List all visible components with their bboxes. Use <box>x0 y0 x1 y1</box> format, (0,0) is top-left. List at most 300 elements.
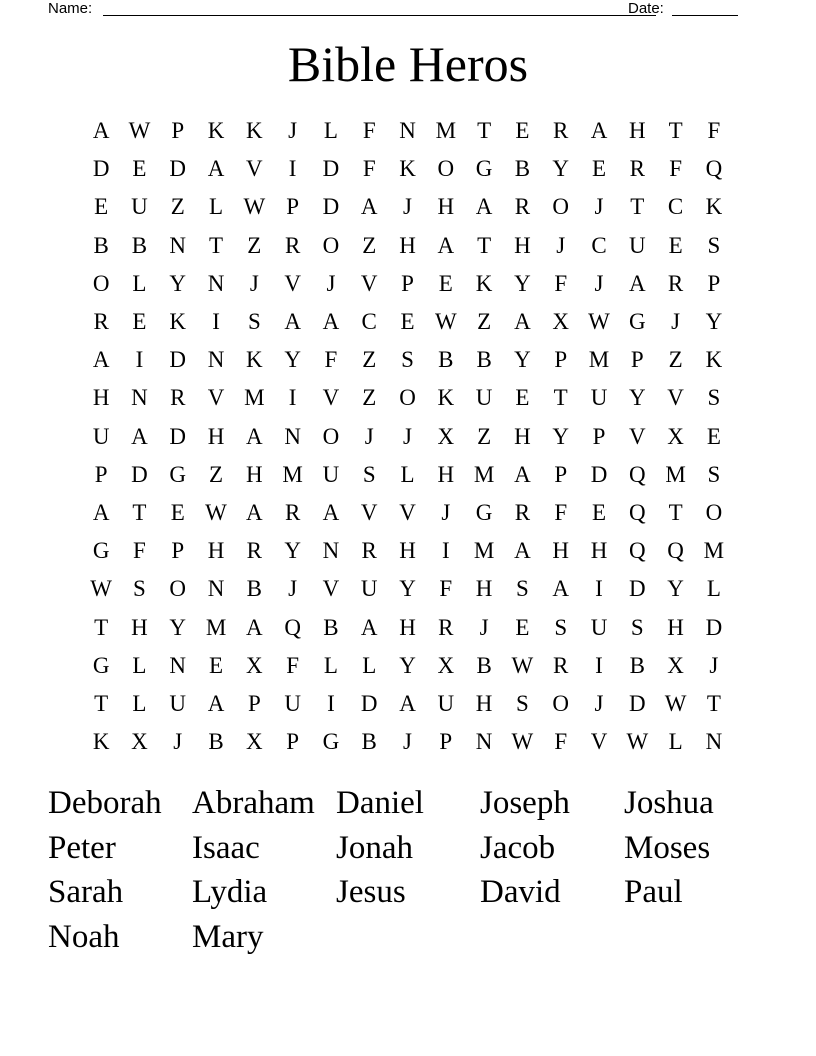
grid-letter: U <box>92 423 110 449</box>
grid-letter: A <box>284 309 301 335</box>
word-bank <box>48 781 768 959</box>
grid-letter: M <box>588 347 610 373</box>
grid-letter: X <box>437 652 455 678</box>
grid-letter: Z <box>668 347 683 373</box>
grid-letter: Q <box>667 538 684 564</box>
grid-letter: H <box>514 423 531 449</box>
grid-letter: E <box>438 270 453 296</box>
grid-letter: P <box>630 347 644 373</box>
word-bank-item: Sarah <box>48 874 124 910</box>
grid-letter: M <box>473 461 495 487</box>
grid-letter: L <box>323 118 338 144</box>
grid-letter: D <box>705 614 723 640</box>
grid-letter: A <box>360 614 378 640</box>
word-bank-item: Jacob <box>480 829 556 866</box>
grid-letter: X <box>667 423 684 449</box>
grid-letter: N <box>475 729 493 755</box>
puzzle-title: Bible Heros <box>287 36 529 92</box>
grid-letter: A <box>322 309 340 335</box>
grid-letter: T <box>668 499 683 525</box>
grid-letter: R <box>553 118 569 144</box>
grid-letter: L <box>706 576 721 602</box>
grid-letter: U <box>628 232 646 258</box>
grid-letter: Z <box>477 309 492 335</box>
grid-letter: D <box>360 690 378 716</box>
grid-letter: G <box>322 729 340 755</box>
grid-letter: J <box>671 309 681 335</box>
grid-letter: A <box>92 499 110 525</box>
grid-letter: T <box>553 385 568 411</box>
grid-letter: A <box>514 538 531 564</box>
grid-letter: K <box>169 309 187 335</box>
grid-letter: F <box>362 118 376 144</box>
grid-letter: A <box>246 423 263 449</box>
grid-letter: B <box>514 156 531 182</box>
grid-letter: H <box>667 614 684 640</box>
grid-letter: X <box>437 423 455 449</box>
grid-letter: H <box>92 385 110 411</box>
grid-letter: W <box>243 194 266 220</box>
grid-letter: Y <box>399 576 416 602</box>
grid-letter: J <box>594 194 604 220</box>
grid-letter: J <box>594 270 604 296</box>
grid-letter: J <box>288 118 298 144</box>
grid-letter: X <box>246 729 263 755</box>
grid-letter: A <box>246 499 263 525</box>
grid-letter: L <box>132 690 147 716</box>
grid-letter: J <box>249 270 259 296</box>
grid-letter: B <box>476 652 492 678</box>
grid-letter: P <box>554 347 568 373</box>
grid-letter: Y <box>514 270 531 296</box>
grid-letter: D <box>322 194 340 220</box>
grid-letter: E <box>515 118 530 144</box>
grid-letter: Q <box>628 538 646 564</box>
grid-letter: A <box>131 423 148 449</box>
grid-letter: I <box>441 538 450 564</box>
grid-letter: H <box>207 423 225 449</box>
grid-letter: K <box>399 156 416 182</box>
grid-letter: G <box>92 652 110 678</box>
grid-letter: A <box>322 499 340 525</box>
grid-letter: R <box>246 538 262 564</box>
grid-letter: I <box>212 309 220 335</box>
grid-letter: M <box>435 118 457 144</box>
grid-letter: A <box>207 690 225 716</box>
grid-letter: P <box>171 538 185 564</box>
grid-letter: R <box>361 538 377 564</box>
grid-letter: A <box>246 614 263 640</box>
grid-letter: F <box>554 270 568 296</box>
grid-letter: Y <box>169 270 187 296</box>
grid-letter: Z <box>362 347 377 373</box>
grid-letter: E <box>94 194 109 220</box>
grid-letter: H <box>399 232 416 258</box>
grid-letter: S <box>516 690 529 716</box>
grid-letter: O <box>437 156 455 182</box>
grid-letter: F <box>554 729 568 755</box>
grid-letter: O <box>552 690 570 716</box>
grid-letter: V <box>360 499 378 525</box>
grid-letter: Y <box>284 347 301 373</box>
grid-letter: Y <box>552 156 570 182</box>
grid-letter: X <box>246 652 263 678</box>
grid-letter: T <box>477 118 492 144</box>
grid-letter: U <box>169 690 187 716</box>
word-bank-item: Abraham <box>192 785 315 821</box>
grid-letter: Y <box>667 576 684 602</box>
grid-letter: K <box>475 270 493 296</box>
grid-letter: J <box>326 270 336 296</box>
grid-letter: R <box>667 270 684 296</box>
grid-letter: A <box>628 270 646 296</box>
grid-letter: A <box>360 194 378 220</box>
grid-letter: O <box>705 499 723 525</box>
grid-letter: H <box>628 118 646 144</box>
word-bank-item: Joseph <box>480 785 570 821</box>
grid-letter: U <box>322 461 340 487</box>
grid-letter: Z <box>170 194 185 220</box>
grid-letter: V <box>207 385 225 411</box>
grid-letter: L <box>323 652 338 678</box>
grid-letter: N <box>399 118 416 144</box>
grid-letter: H <box>475 576 493 602</box>
grid-letter: R <box>514 194 531 220</box>
name-date-header <box>48 0 748 20</box>
grid-letter: E <box>132 309 147 335</box>
grid-letter: P <box>707 270 721 296</box>
name-label: Name: <box>48 0 93 17</box>
grid-letter: S <box>401 347 414 373</box>
grid-letter: H <box>437 461 455 487</box>
grid-letter: L <box>400 461 415 487</box>
grid-letter: J <box>441 499 451 525</box>
grid-letter: A <box>514 461 531 487</box>
grid-letter: J <box>479 614 489 640</box>
grid-letter: K <box>437 385 455 411</box>
grid-letter: E <box>400 309 415 335</box>
grid-letter: Y <box>628 385 646 411</box>
word-bank-item: Daniel <box>336 785 424 821</box>
grid-letter: K <box>92 729 110 755</box>
grid-letter: L <box>362 652 377 678</box>
grid-letter: I <box>595 652 603 678</box>
grid-letter: O <box>322 232 340 258</box>
grid-letter: A <box>552 576 570 602</box>
grid-letter: A <box>514 309 531 335</box>
grid-letter: P <box>439 729 453 755</box>
grid-letter: B <box>629 652 645 678</box>
grid-letter: N <box>207 347 225 373</box>
grid-letter: F <box>439 576 453 602</box>
grid-letter: S <box>707 232 721 258</box>
grid-letter: T <box>94 614 109 640</box>
grid-letter: E <box>209 652 224 678</box>
grid-letter: T <box>630 194 645 220</box>
grid-letter: V <box>322 576 340 602</box>
grid-letter: H <box>131 614 148 640</box>
grid-letter: Q <box>628 499 646 525</box>
grid-letter: T <box>132 499 147 525</box>
word-bank-item: Deborah <box>48 785 162 821</box>
grid-letter: P <box>171 118 185 144</box>
grid-letter: T <box>209 232 224 258</box>
grid-letter: R <box>629 156 645 182</box>
grid-letter: Y <box>284 538 301 564</box>
grid-letter: A <box>437 232 455 258</box>
grid-letter: Q <box>705 156 723 182</box>
grid-letter: I <box>288 385 297 411</box>
grid-letter: I <box>288 156 297 182</box>
grid-letter: K <box>705 347 723 373</box>
grid-letter: K <box>246 118 263 144</box>
grid-letter: E <box>706 423 721 449</box>
word-bank-item: Jonah <box>336 829 413 866</box>
grid-letter: U <box>590 614 608 640</box>
grid-letter: R <box>438 614 454 640</box>
grid-letter: B <box>208 729 224 755</box>
grid-letter: C <box>667 194 684 220</box>
grid-letter: D <box>628 576 646 602</box>
grid-letter: F <box>133 538 146 564</box>
grid-letter: E <box>591 499 607 525</box>
grid-letter: U <box>590 385 608 411</box>
date-blank-line[interactable] <box>672 15 738 16</box>
grid-letter: W <box>434 309 457 335</box>
grid-letter: J <box>594 690 604 716</box>
grid-letter: M <box>473 538 495 564</box>
grid-letter: F <box>362 156 376 182</box>
grid-letter: X <box>552 309 570 335</box>
grid-letter: U <box>437 690 455 716</box>
grid-letter: J <box>364 423 374 449</box>
grid-letter: Z <box>362 232 377 258</box>
grid-letter: E <box>515 614 530 640</box>
grid-letter: A <box>92 347 110 373</box>
grid-letter: X <box>131 729 148 755</box>
grid-letter: R <box>93 309 109 335</box>
grid-letter: S <box>630 614 644 640</box>
grid-letter: N <box>169 652 187 678</box>
word-bank-item: Peter <box>48 829 116 866</box>
grid-letter: P <box>94 461 108 487</box>
grid-letter: K <box>207 118 225 144</box>
grid-letter: B <box>476 347 492 373</box>
grid-letter: H <box>207 538 225 564</box>
grid-letter: M <box>665 461 686 487</box>
grid-letter: J <box>403 194 412 220</box>
grid-letter: A <box>92 118 110 144</box>
grid-letter: G <box>628 309 646 335</box>
word-bank-item: Isaac <box>192 829 260 866</box>
grid-letter: Y <box>705 309 723 335</box>
grid-letter: W <box>664 690 687 716</box>
grid-letter: K <box>246 347 263 373</box>
grid-letter: A <box>207 156 225 182</box>
word-bank-item: Jesus <box>336 874 406 910</box>
grid-letter: H <box>552 538 570 564</box>
grid-letter: B <box>93 232 109 258</box>
grid-letter: J <box>556 232 566 258</box>
grid-letter: P <box>286 194 300 220</box>
grid-letter: A <box>399 690 416 716</box>
grid-letter: U <box>131 194 148 220</box>
grid-letter: R <box>553 652 569 678</box>
grid-letter: H <box>514 232 531 258</box>
grid-letter: T <box>477 232 492 258</box>
date-label: Date: <box>628 0 664 17</box>
grid-letter: S <box>362 461 376 487</box>
grid-letter: F <box>286 652 300 678</box>
grid-letter: Z <box>209 461 224 487</box>
grid-letter: S <box>133 576 146 602</box>
grid-letter: O <box>552 194 570 220</box>
grid-letter: G <box>475 499 493 525</box>
grid-letter: S <box>707 385 721 411</box>
grid-letter: R <box>514 499 531 525</box>
word-bank-item: Mary <box>192 918 264 955</box>
grid-letter: E <box>170 499 185 525</box>
grid-letter: B <box>361 729 377 755</box>
grid-letter: F <box>554 499 568 525</box>
grid-letter: A <box>590 118 608 144</box>
grid-letter: P <box>247 690 261 716</box>
grid-letter: I <box>327 690 335 716</box>
word-bank-item: Paul <box>624 874 683 910</box>
grid-letter: E <box>515 385 530 411</box>
grid-letter: L <box>132 270 147 296</box>
grid-letter: R <box>284 232 301 258</box>
grid-letter: Z <box>362 385 377 411</box>
grid-letter: V <box>360 270 378 296</box>
grid-letter: H <box>399 538 416 564</box>
word-bank-item: Noah <box>48 918 120 955</box>
grid-letter: H <box>437 194 455 220</box>
grid-letter: N <box>705 729 723 755</box>
grid-letter: S <box>247 309 261 335</box>
grid-letter: B <box>438 347 454 373</box>
grid-letter: I <box>595 576 603 602</box>
grid-letter: Q <box>284 614 301 640</box>
grid-letter: Z <box>247 232 262 258</box>
grid-letter: B <box>323 614 339 640</box>
grid-letter: O <box>169 576 187 602</box>
grid-letter: T <box>706 690 721 716</box>
grid-letter: V <box>246 156 263 182</box>
grid-letter: Y <box>169 614 187 640</box>
grid-letter: N <box>131 385 148 411</box>
grid-letter: F <box>707 118 721 144</box>
grid-letter: W <box>511 729 534 755</box>
grid-letter: X <box>667 652 684 678</box>
word-bank-item: David <box>480 874 561 910</box>
grid-letter: T <box>94 690 109 716</box>
grid-letter: E <box>668 232 683 258</box>
grid-letter: M <box>703 538 725 564</box>
grid-letter: R <box>170 385 186 411</box>
grid-letter: O <box>92 270 110 296</box>
grid-letter: J <box>173 729 183 755</box>
grid-letter: M <box>205 614 227 640</box>
grid-letter: D <box>169 156 187 182</box>
grid-letter: L <box>132 652 147 678</box>
grid-letter: W <box>511 652 534 678</box>
grid-letter: V <box>590 729 608 755</box>
grid-letter: E <box>591 156 607 182</box>
name-blank-line[interactable] <box>103 15 656 16</box>
grid-letter: T <box>668 118 683 144</box>
grid-letter: L <box>668 729 683 755</box>
grid-letter: M <box>244 385 265 411</box>
grid-letter: W <box>588 309 610 335</box>
grid-letter: W <box>626 729 649 755</box>
grid-letter: I <box>135 347 144 373</box>
grid-letter: Y <box>514 347 531 373</box>
grid-letter: P <box>401 270 414 296</box>
grid-letter: K <box>705 194 723 220</box>
grid-letter: V <box>667 385 684 411</box>
grid-letter: G <box>475 156 493 182</box>
word-bank-item: Lydia <box>192 874 268 910</box>
grid-letter: B <box>131 232 148 258</box>
grid-letter: D <box>169 423 187 449</box>
word-bank-item: Joshua <box>624 785 714 821</box>
grid-letter: G <box>92 538 110 564</box>
grid-letter: D <box>169 347 187 373</box>
grid-letter: D <box>628 690 646 716</box>
grid-letter: S <box>554 614 568 640</box>
grid-letter: S <box>707 461 721 487</box>
grid-letter: N <box>207 576 225 602</box>
grid-letter: Y <box>552 423 570 449</box>
grid-letter: P <box>554 461 568 487</box>
grid-letter: H <box>399 614 416 640</box>
grid-letter: B <box>246 576 262 602</box>
grid-letter: U <box>475 385 493 411</box>
grid-letter: D <box>92 156 110 182</box>
grid-letter: D <box>322 156 340 182</box>
grid-letter: O <box>322 423 340 449</box>
grid-letter: N <box>284 423 301 449</box>
grid-letter: F <box>669 156 682 182</box>
grid-letter: Y <box>399 652 416 678</box>
grid-letter: U <box>284 690 301 716</box>
grid-letter: R <box>284 499 301 525</box>
grid-letter: P <box>286 729 300 755</box>
grid-letter: W <box>90 576 112 602</box>
letter-grid <box>82 112 734 761</box>
grid-letter: F <box>324 347 338 373</box>
grid-letter: H <box>246 461 263 487</box>
grid-letter: L <box>209 194 224 220</box>
grid-letter: W <box>128 118 151 144</box>
grid-letter: J <box>403 423 412 449</box>
grid-letter: N <box>207 270 225 296</box>
grid-letter: C <box>361 309 377 335</box>
grid-letter: N <box>169 232 187 258</box>
grid-letter: H <box>475 690 493 716</box>
grid-letter: P <box>592 423 606 449</box>
grid-letter: J <box>403 729 412 755</box>
grid-letter: H <box>590 538 608 564</box>
grid-letter: V <box>284 270 301 296</box>
grid-letter: Q <box>628 461 646 487</box>
grid-letter: V <box>322 385 340 411</box>
grid-letter: O <box>399 385 416 411</box>
grid-letter: J <box>709 652 719 678</box>
grid-letter: Z <box>477 423 492 449</box>
grid-letter: C <box>591 232 607 258</box>
